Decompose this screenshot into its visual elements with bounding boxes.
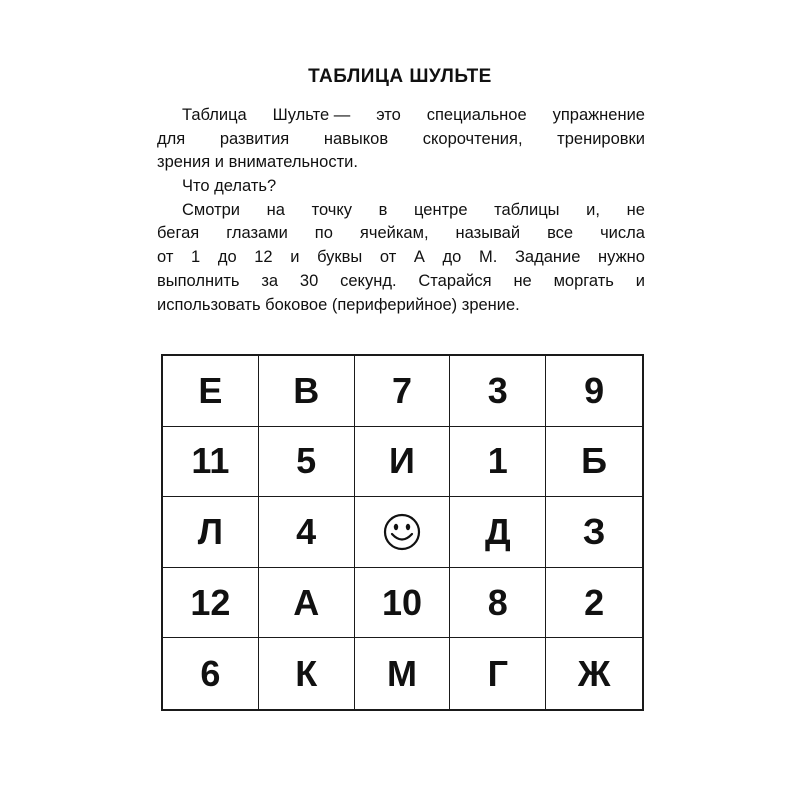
text-line <box>157 246 645 270</box>
word: не <box>513 271 532 290</box>
word: не <box>626 200 645 219</box>
word: развития <box>219 129 290 148</box>
table-cell: Ж <box>577 652 611 694</box>
word: по <box>314 224 333 243</box>
table-cell: К <box>259 638 355 709</box>
table-cell: А <box>259 568 355 639</box>
table-cell: 12 <box>163 568 259 639</box>
table-cell: 8 <box>450 568 546 639</box>
word: навыков <box>323 129 389 148</box>
text-line <box>157 199 645 223</box>
word: центре <box>414 200 468 219</box>
word: числа <box>600 224 645 243</box>
word: выполнить <box>157 271 240 290</box>
word: скорочтения, <box>422 129 523 148</box>
table-cell: Г <box>450 638 546 709</box>
table-cell: Б <box>546 427 642 498</box>
table-cell: 11 <box>163 427 259 498</box>
word: все <box>547 224 574 243</box>
word: упражнение <box>552 106 645 124</box>
text-line: зрения и внимательности. <box>157 153 358 172</box>
word: М. <box>478 248 498 267</box>
word: таблицы <box>494 200 560 219</box>
table-cell: Л <box>163 497 259 568</box>
word: 30 <box>299 271 319 290</box>
word: называй <box>455 224 521 243</box>
text-line <box>157 128 645 152</box>
word: буквы <box>317 248 363 267</box>
table-cell: Е <box>163 356 259 427</box>
word: секунд. <box>340 271 397 290</box>
table-cell: В <box>259 356 355 427</box>
table-cell: 6 <box>163 638 259 709</box>
word: Смотри <box>182 200 241 219</box>
text-line: использовать боковое (периферийное) зрение. <box>157 295 520 314</box>
table-cell: З <box>546 497 642 568</box>
word: от <box>379 248 397 267</box>
word: это <box>376 106 401 124</box>
table-cell: 5 <box>259 427 355 498</box>
word: ячейкам, <box>359 224 429 243</box>
word: тренировки <box>557 129 645 148</box>
table-cell: 4 <box>259 497 355 568</box>
text-line <box>157 270 645 294</box>
word: и <box>635 271 645 290</box>
word: Шульте — <box>272 106 351 124</box>
word: Старайся <box>418 271 492 290</box>
instructions-text <box>157 104 645 317</box>
table-cell: Д <box>450 497 546 568</box>
word: точку <box>311 200 353 219</box>
table-cell-center <box>355 497 451 568</box>
word: до <box>217 248 237 267</box>
word: моргать <box>553 271 614 290</box>
word: до <box>442 248 462 267</box>
word: А <box>413 248 425 267</box>
word: для <box>157 129 186 148</box>
table-cell: 3 <box>450 356 546 427</box>
word: бегая <box>157 224 200 243</box>
word: за <box>261 271 279 290</box>
word: Задание <box>514 248 581 267</box>
text-line: Что делать? <box>182 177 277 196</box>
word: Таблица <box>182 106 247 124</box>
word: нужно <box>598 248 645 267</box>
text-line <box>157 222 645 246</box>
word: глазами <box>226 224 288 243</box>
word: на <box>266 200 285 219</box>
word: в <box>378 200 388 219</box>
word: 12 <box>254 248 273 267</box>
table-cell: 10 <box>355 568 451 639</box>
word: специальное <box>426 106 527 124</box>
smiley-face-icon <box>382 512 422 552</box>
table-cell: 1 <box>450 427 546 498</box>
table-cell: 2 <box>546 568 642 639</box>
word: и <box>290 248 300 267</box>
table-cell: И <box>355 427 451 498</box>
table-cell: 9 <box>546 356 642 427</box>
word: от <box>157 248 174 267</box>
word: и, <box>586 200 600 219</box>
page-title: ТАБЛИЦА ШУЛЬТЕ <box>308 66 492 87</box>
text-line <box>157 104 645 128</box>
word: 1 <box>191 248 201 267</box>
schulte-table <box>161 354 644 711</box>
table-cell: 7 <box>355 356 451 427</box>
table-cell: М <box>355 638 451 709</box>
